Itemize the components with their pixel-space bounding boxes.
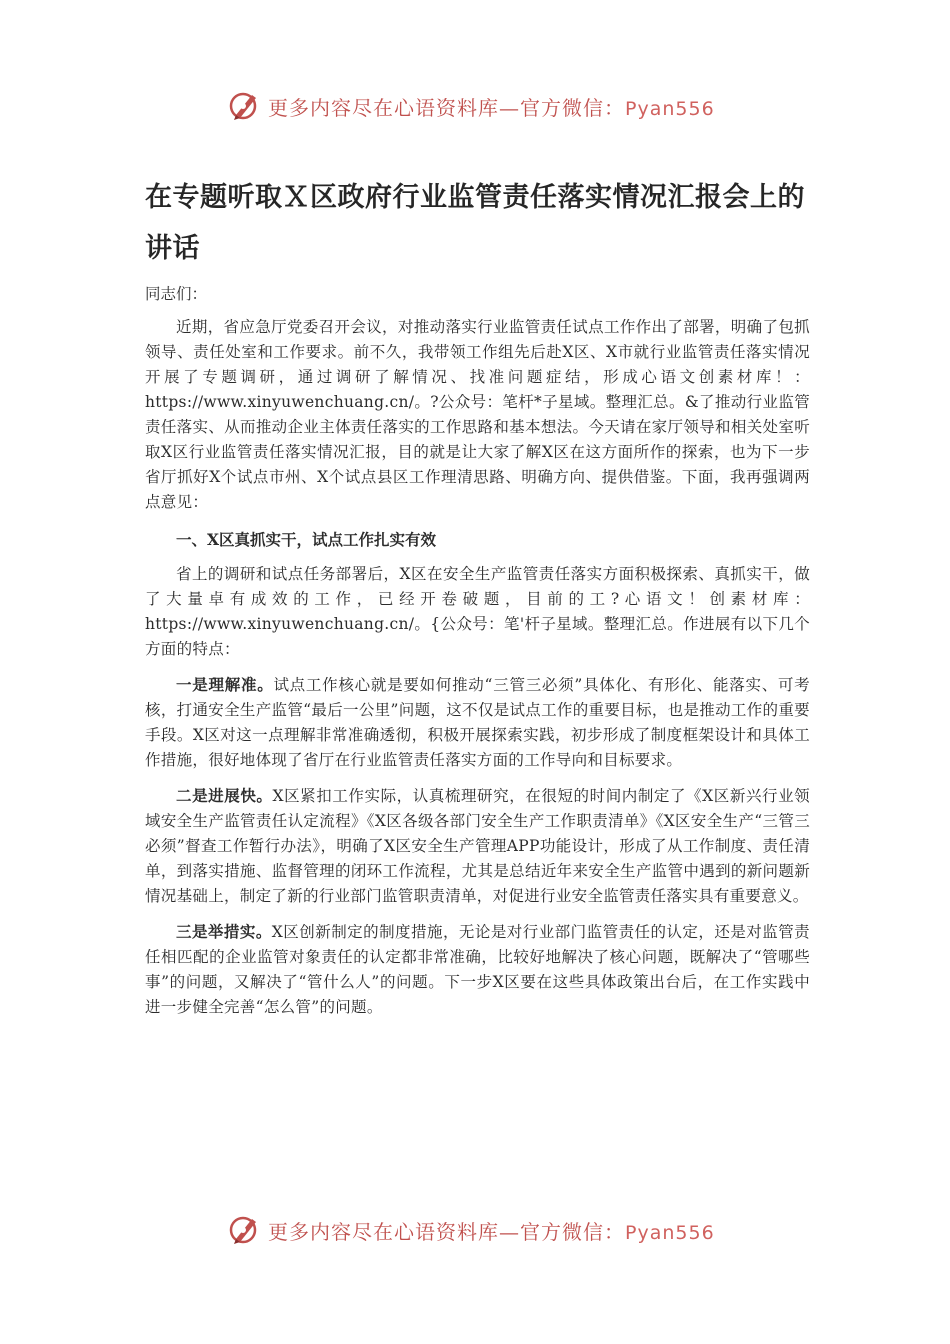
document-body xyxy=(145,172,810,1020)
banner-text: 更多内容尽在心语资料库—官方微信：Pyan556 xyxy=(268,95,715,120)
banner-wechat-id: Pyan556 xyxy=(625,1221,715,1244)
pen-logo-icon xyxy=(228,89,262,123)
banner-wechat-id: Pyan556 xyxy=(625,97,715,120)
section1-intro-paragraph: 省上的调研和试点任务部署后，X区在安全生产监管责任落实方面积极探索、真抓实干，做了大量卓有成效的工作，已经开卷破题，目前的工?心语文！创素材库：https://www.xinyuwenchuang.cn/。{公众号：笔'杆子星域。整理汇总。作进展有以下几个方面的特点： xyxy=(145,565,810,658)
point-paragraph-3 xyxy=(145,919,810,1020)
salutation: 同志们： xyxy=(145,285,208,303)
point-lead: 一是理解准。 xyxy=(176,675,274,694)
point-lead: 二是进展快。 xyxy=(176,786,273,805)
point-text: X区创新制定的制度措施，无论是对行业部门监管责任的认定，还是对监管责任相匹配的企业监管对象责任的认定都非常准确，比较好地解决了核心问题，既解决了“管哪些事”的问题，又解决了“管什么人”的问题。下一步X区要在这些具体政策出台后，在工作实践中进一步健全完善“怎么管”的问题。 xyxy=(145,923,810,1016)
header-banner xyxy=(228,86,715,126)
point-paragraph-1 xyxy=(145,672,810,773)
pen-logo-icon xyxy=(228,1213,262,1247)
point-lead: 三是举措实。 xyxy=(176,922,272,941)
banner-text: 更多内容尽在心语资料库—官方微信：Pyan556 xyxy=(268,1219,715,1244)
section-heading-1: 一、X区真抓实干，试点工作扎实有效 xyxy=(176,530,437,549)
intro-paragraph: 近期，省应急厅党委召开会议，对推动落实行业监管责任试点工作作出了部署，明确了包抓领导、责任处室和工作要求。前不久，我带领工作组先后赴X区、X市就行业监管责任落实情况开展了专题调研，通过调研了解情况、找准问题症结，形成心语文创素材库！：https://www.xinyuwenchuang.cn/。?公众号：笔杆*子星域。整理汇总。&了推动行业监管责任落实、从而推动企业主体责任落实的工作思路和基本想法。今天请在家厅领导和相关处室听取X区行业监管责任落实情况汇报，目的就是让大家了解X区在这方面所作的探索，也为下一步省厅抓好X个试点市州、X个试点县区工作理清思路、明确方向、提供借鉴。下面，我再强调两点意见： xyxy=(145,318,810,511)
point-text: X区紧扣工作实际，认真梳理研究，在很短的时间内制定了《X区新兴行业领域安全生产监管责任认定流程》《X区各级各部门安全生产工作职责清单》《X区安全生产“三管三必须”督查工作暂行办法》，明确了X区安全生产管理APP功能设计，形成了从工作制度、责任清单，到落实措施、监督管理的闭环工作流程，尤其是总结近年来安全生产监管中遇到的新问题新情况基础上，制定了新的行业部门监管职责清单，对促进行业安全监管责任落实具有重要意义。 xyxy=(145,787,810,905)
document-title: 在专题听取Ｘ区政府行业监管责任落实情况汇报会上的讲话 xyxy=(145,182,805,264)
footer-banner xyxy=(228,1210,715,1250)
point-text: 试点工作核心就是要如何推动“三管三必须”具体化、有形化、能落实、可考核，打通安全生产监管“最后一公里”问题，这不仅是试点工作的重要目标，也是推动工作的重要手段。X区对这一点理解非常准确透彻，积极开展探索实践，初步形成了制度框架设计和具体工作措施，很好地体现了省厅在行业监管责任落实方面的工作导向和目标要求。 xyxy=(145,676,810,769)
point-paragraph-2 xyxy=(145,783,810,909)
